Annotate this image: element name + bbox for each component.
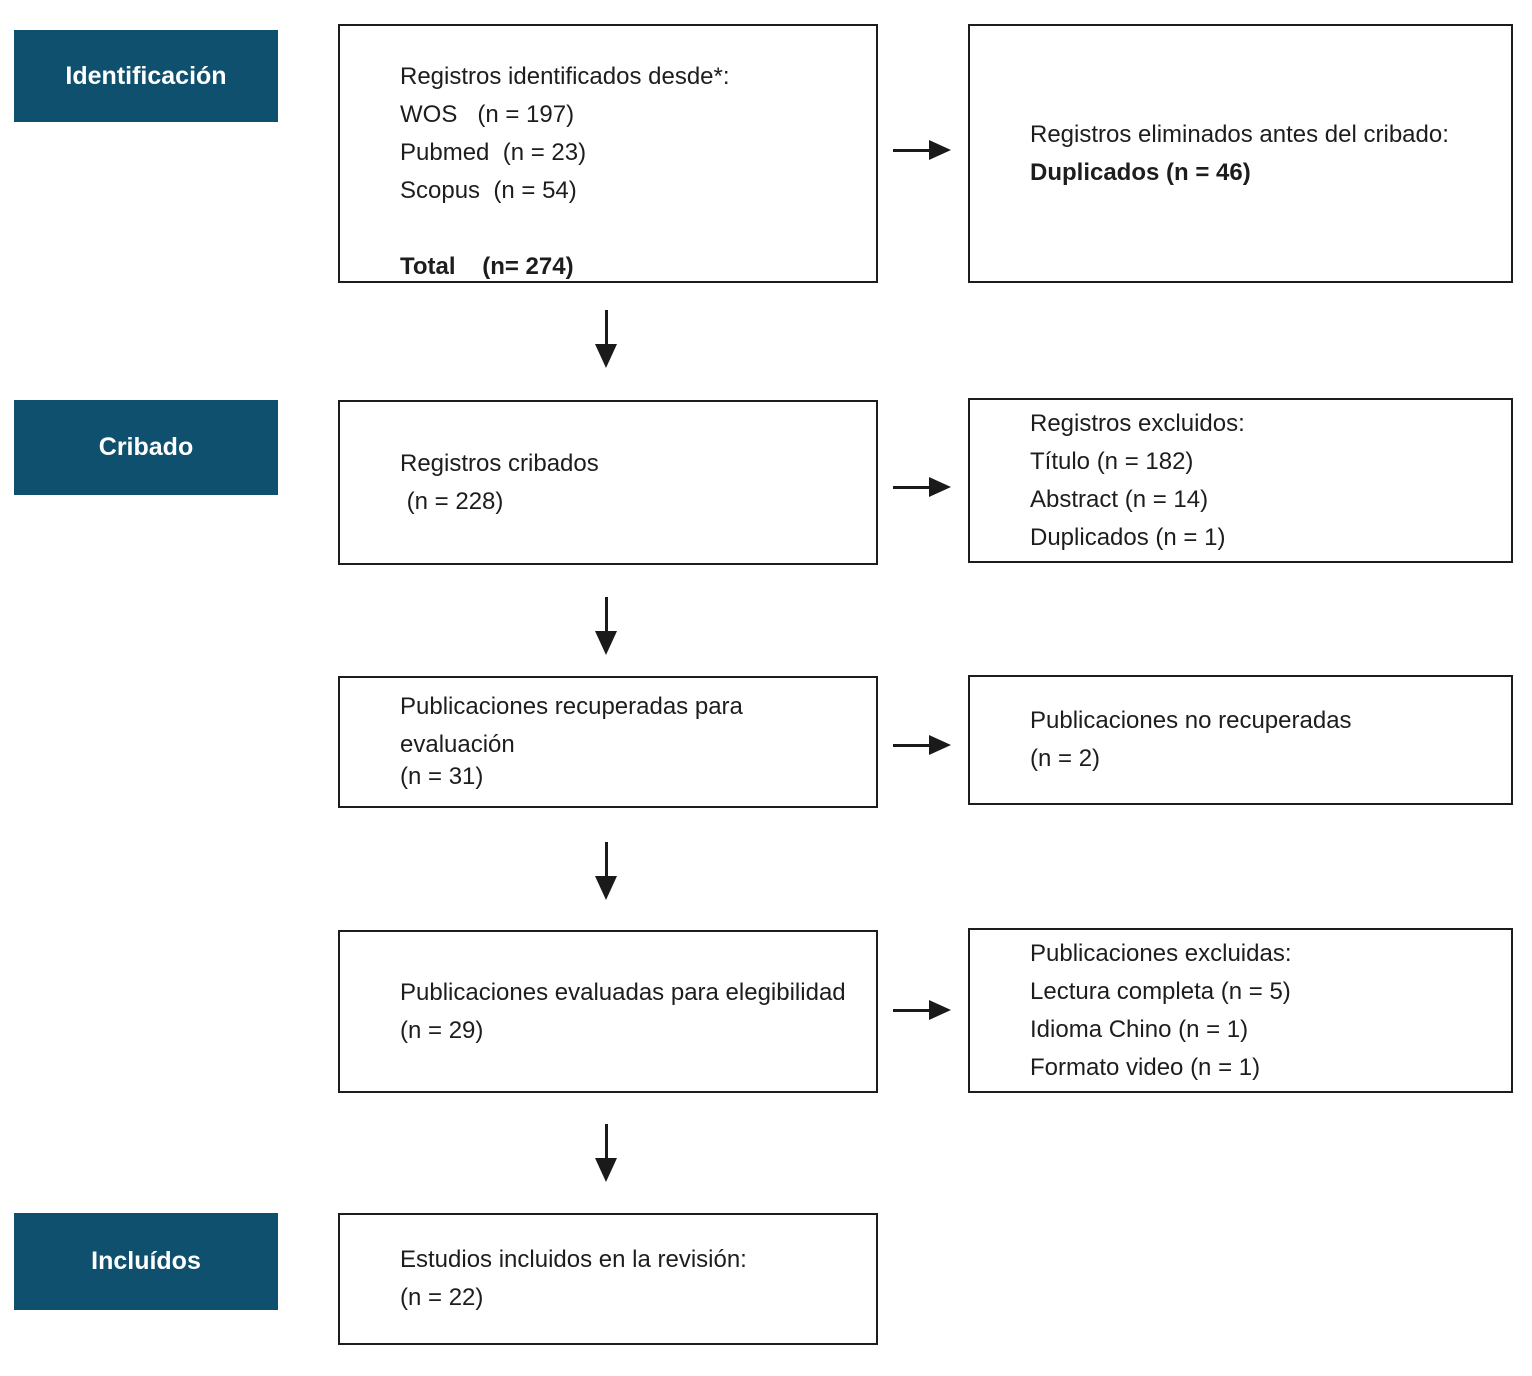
box-registros-cribados	[338, 400, 878, 565]
box-text-line: (n = 2)	[1030, 745, 1101, 772]
box-registros-identificados	[338, 24, 878, 283]
arrow-shaft	[893, 744, 929, 747]
box-text-line	[400, 210, 852, 248]
box-text-line: Publicaciones recuperadas para evaluación	[400, 693, 750, 758]
arrow-head	[595, 876, 617, 900]
arrow-head	[595, 1158, 617, 1182]
box-publicaciones-no-recuperadas	[968, 675, 1513, 805]
stage-label-incluidos: Incluídos	[14, 1213, 278, 1310]
right-arrow-icon	[893, 735, 951, 755]
down-arrow-icon	[593, 1124, 619, 1182]
box-publicaciones-excluidas	[968, 928, 1513, 1093]
right-arrow-icon	[893, 1000, 951, 1020]
box-text-line: Abstract (n = 14)	[1030, 485, 1209, 513]
stage-label-identificacion: Identificación	[14, 30, 278, 122]
box-text-line: WOS (n = 197)	[400, 101, 575, 128]
box-text-line: (n = 29)	[400, 1016, 484, 1044]
box-text-line: Registros identificados desde*:	[400, 63, 730, 90]
down-arrow-icon	[593, 597, 619, 655]
box-text-line: (n = 31)	[400, 763, 484, 790]
box-publicaciones-evaluadas	[338, 930, 878, 1093]
box-registros-eliminados	[968, 24, 1513, 283]
box-text-line: Publicaciones no recuperadas	[1030, 707, 1352, 734]
down-arrow-icon	[593, 310, 619, 368]
arrow-head	[929, 735, 951, 755]
box-text-line: (n = 228)	[400, 487, 504, 515]
box-text-line: Lectura completa (n = 5)	[1030, 977, 1291, 1005]
box-text-line: Pubmed (n = 23)	[400, 139, 587, 166]
box-text-line: Título (n = 182)	[1030, 447, 1194, 475]
arrow-head	[595, 344, 617, 368]
arrow-head	[929, 477, 951, 497]
right-arrow-icon	[893, 140, 951, 160]
arrow-head	[595, 631, 617, 655]
box-text-line: Publicaciones evaluadas para elegibilidad	[400, 978, 846, 1006]
box-text-line: Registros excluidos:	[1030, 409, 1245, 437]
arrow-head	[929, 140, 951, 160]
box-text-line: Registros eliminados antes del cribado:	[1030, 120, 1449, 148]
stage-label-cribado: Cribado	[14, 400, 278, 495]
box-text-line: Duplicados (n = 1)	[1030, 523, 1226, 551]
arrow-shaft	[605, 597, 608, 631]
arrow-shaft	[893, 486, 929, 489]
box-text-line: Registros cribados	[400, 449, 599, 477]
box-text-line-duplicados: Duplicados (n = 46)	[1030, 158, 1251, 186]
box-text-line: (n = 22)	[400, 1284, 484, 1311]
box-text-line: Publicaciones excluidas:	[1030, 939, 1292, 967]
box-publicaciones-recuperadas	[338, 676, 878, 808]
box-text-line: Formato video (n = 1)	[1030, 1053, 1261, 1081]
right-arrow-icon	[893, 477, 951, 497]
box-text-line: Idioma Chino (n = 1)	[1030, 1015, 1249, 1043]
arrow-head	[929, 1000, 951, 1020]
box-text-line: Scopus (n = 54)	[400, 177, 577, 204]
arrow-shaft	[605, 1124, 608, 1158]
box-text-line-total: Total (n= 274)	[400, 253, 574, 280]
arrow-shaft	[893, 149, 929, 152]
arrow-shaft	[893, 1009, 929, 1012]
box-text-line: Estudios incluidos en la revisión:	[400, 1246, 747, 1273]
down-arrow-icon	[593, 842, 619, 900]
arrow-shaft	[605, 310, 608, 344]
arrow-shaft	[605, 842, 608, 876]
box-registros-excluidos	[968, 398, 1513, 563]
box-estudios-incluidos	[338, 1213, 878, 1345]
